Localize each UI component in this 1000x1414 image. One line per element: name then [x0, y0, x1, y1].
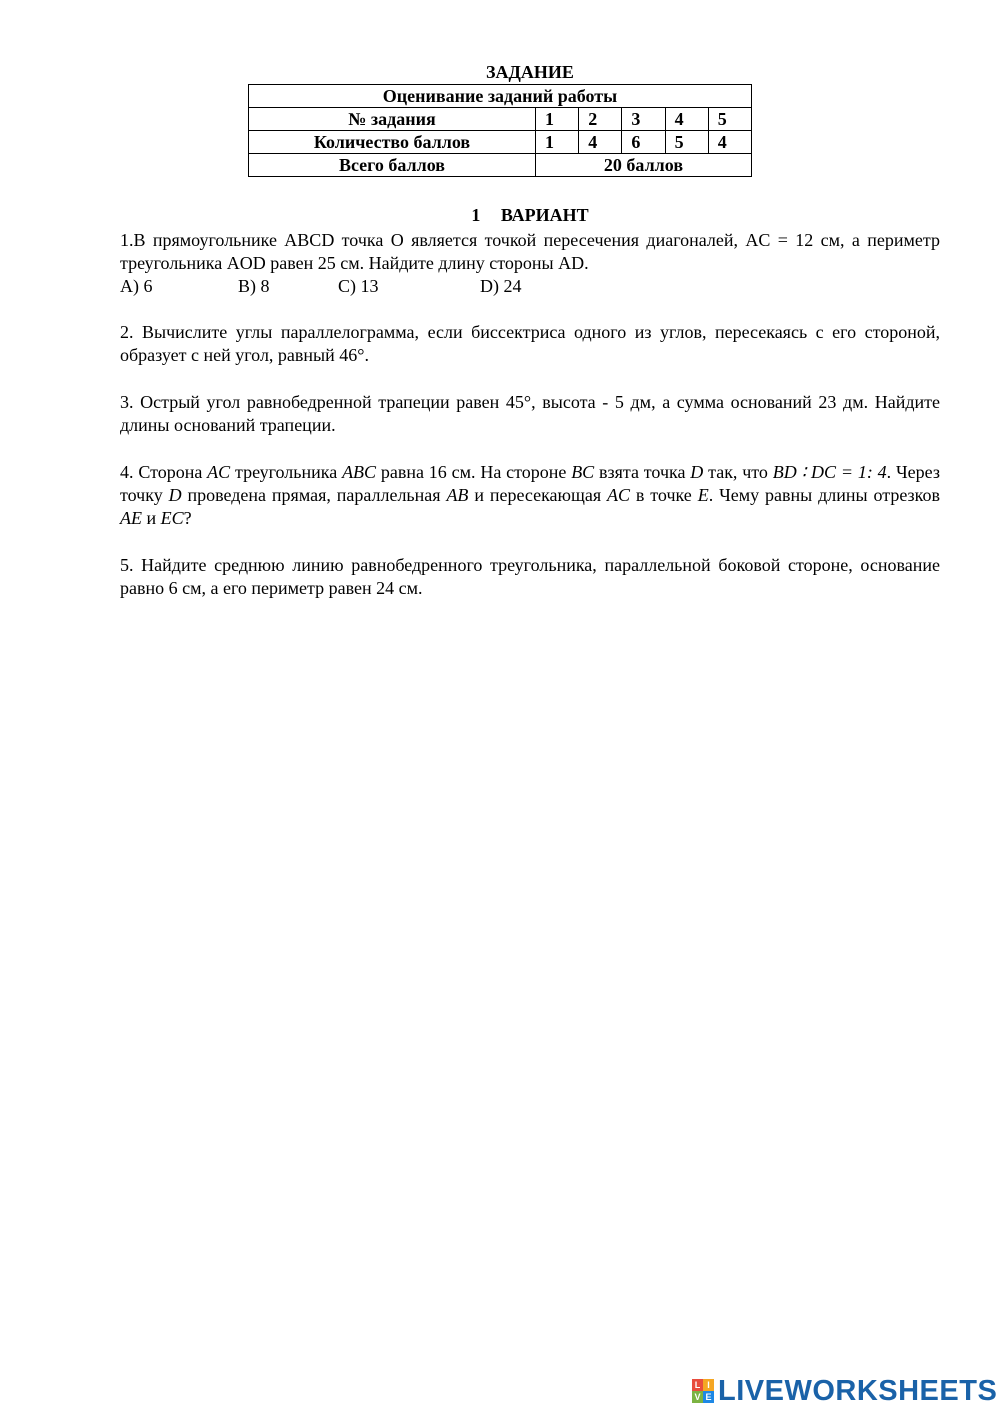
answer-option: D) 24: [480, 276, 522, 296]
score-table-caption: Оценивание заданий работы: [249, 85, 752, 108]
task-number-cell: 2: [579, 108, 622, 131]
variant-title: 1 ВАРИАНТ: [471, 205, 589, 225]
task-2: [120, 321, 940, 367]
points-cell: 6: [622, 131, 665, 154]
logo-text: LIVEWORKSHEETS: [718, 1374, 998, 1407]
task-3: [120, 391, 940, 437]
task-5: [120, 554, 940, 600]
points-cell: 4: [708, 131, 751, 154]
answer-option: A) 6: [120, 276, 153, 296]
score-table: [248, 84, 752, 177]
task-number-cell: 3: [622, 108, 665, 131]
task-1-text: 1.В прямоугольнике ABCD точка O является точкой пересечения диагоналей, AC = 12 см, а периметр треугольника AOD равен 25 см. Найдите длину стороны AD.: [120, 230, 940, 273]
points-label: Количество баллов: [249, 131, 536, 154]
task-number-label: № задания: [249, 108, 536, 131]
task-number-cell: 4: [665, 108, 708, 131]
page-title: ЗАДАНИЕ: [486, 62, 574, 82]
points-cell: 5: [665, 131, 708, 154]
liveworksheets-logo: [692, 1376, 997, 1406]
task-number-cell: 5: [708, 108, 751, 131]
task-2-text: 2. Вычислите углы параллелограмма, если биссектриса одного из углов, пересекаясь с его стороной, образует с ней угол, равный 46°.: [120, 322, 940, 365]
logo-letter: L: [692, 1379, 703, 1391]
task-number-cell: 1: [536, 108, 579, 131]
logo-letter: I: [703, 1379, 714, 1391]
logo-letter: V: [692, 1391, 703, 1403]
points-cell: 1: [536, 131, 579, 154]
task-1: [120, 229, 940, 275]
points-cell: 4: [579, 131, 622, 154]
answer-option: B) 8: [238, 276, 270, 296]
total-value: 20 баллов: [536, 154, 752, 177]
total-label: Всего баллов: [249, 154, 536, 177]
answer-option: C) 13: [338, 276, 379, 296]
task-3-text: 3. Острый угол равнобедренной трапеции равен 45°, высота - 5 дм, а сумма оснований 23 дм. Найдите длины оснований трапеции.: [120, 392, 940, 435]
task-5-text: 5. Найдите среднюю линию равнобедренного треугольника, параллельной боковой стороне, основание равно 6 см, а его периметр равен 24 см.: [120, 555, 940, 598]
logo-letter: E: [703, 1391, 714, 1403]
task-4: [120, 461, 940, 530]
logo-icon: [692, 1379, 714, 1403]
task-4-text: 4. Сторона AC треугольника ABC равна 16 см. На стороне BC взята точка D так, что BD ∶ DC = 1: 4. Через точку D проведена прямая, параллельная AB и пересекающая AC в точке E. Чему равны длины отрезков AE и EC?: [120, 462, 940, 528]
